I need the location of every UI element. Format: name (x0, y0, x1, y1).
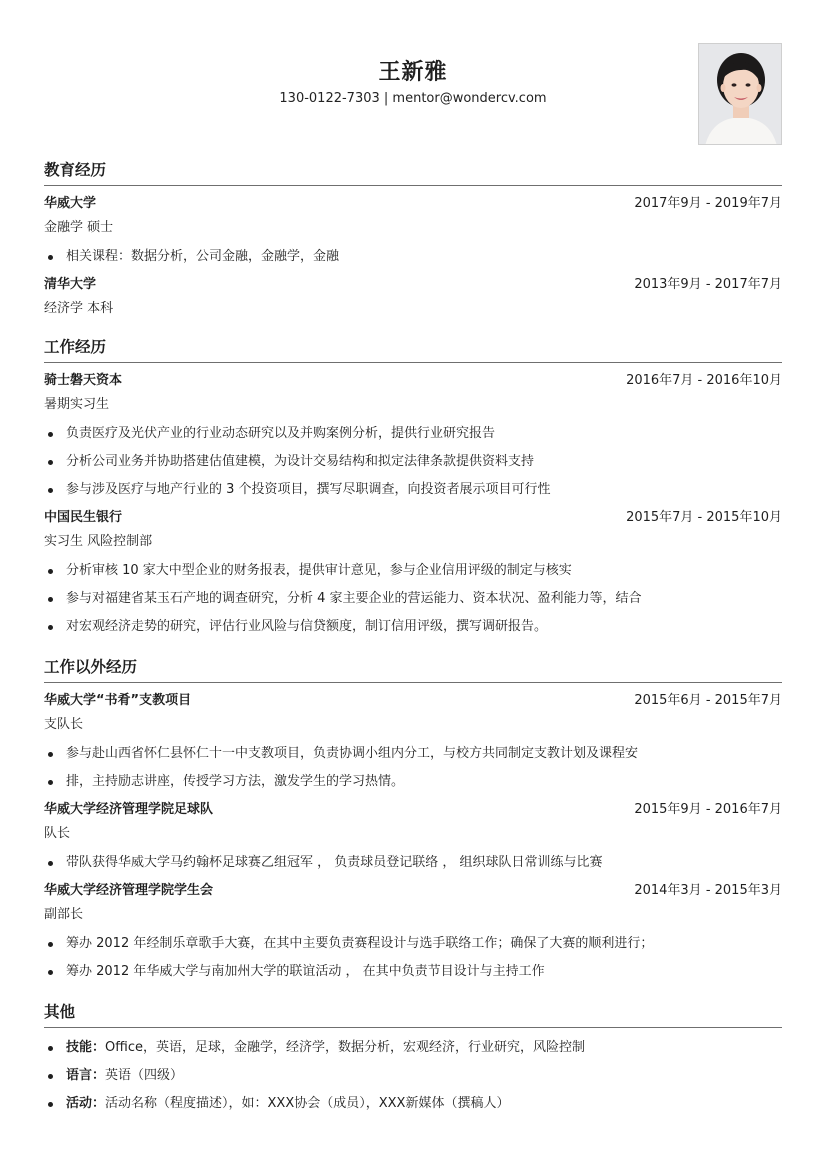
bullet-text: 筹办 2012 年华威大学与南加州大学的联谊活动 ， 在其中负责节目设计与主持工作 (66, 964, 545, 979)
list-item (44, 930, 782, 958)
list-item (44, 420, 782, 448)
extracurricular-section (44, 655, 782, 986)
school-name: 清华大学 (44, 277, 97, 292)
activity-entry (44, 879, 782, 986)
candidate-name: 王新雅 (378, 60, 448, 85)
list-item (44, 476, 782, 504)
list-item (44, 1090, 782, 1118)
list-item (44, 1062, 782, 1090)
work-entry (44, 506, 782, 641)
bullet-text: 参与对福建省某玉石产地的调查研究，分析 4 家主要企业的营运能力、资本状况、盈利能力等，结合 (66, 591, 642, 606)
list-item (44, 585, 782, 613)
bullet-icon (48, 255, 53, 260)
contact-info: 130-0122-7303 | mentor@wondercv.com (279, 91, 547, 106)
date-range: 2014年3月 - 2015年3月 (634, 883, 782, 898)
section-title-other: 其他 (44, 1000, 782, 1028)
date-range: 2017年9月 - 2019年7月 (634, 196, 782, 211)
date-range: 2016年7月 - 2016年10月 (626, 373, 782, 388)
degree: 经济学 本科 (44, 301, 114, 316)
activity-role: 队长 (44, 826, 71, 841)
bullet-text: 参与赴山西省怀仁县怀仁十一中支教项目，负责协调小组内分工，与校方共同制定支教计划及课程安 (66, 746, 639, 761)
list-item (44, 740, 782, 768)
work-section (44, 335, 782, 641)
bullet-text: 负责医疗及光伏产业的行业动态研究以及并购案例分析，提供行业研究报告 (66, 426, 496, 441)
bullet-icon (48, 780, 53, 785)
list-item (44, 448, 782, 476)
activity-entry (44, 798, 782, 877)
job-role: 暑期实习生 (44, 397, 110, 412)
bullet-text: 分析审核 10 家大中型企业的财务报表，提供审计意见，参与企业信用评级的制定与核实 (66, 563, 572, 578)
bullet-text: 参与涉及医疗与地产行业的 3 个投资项目，撰写尽职调查，向投资者展示项目可行性 (66, 482, 551, 497)
bullet-icon (48, 752, 53, 757)
education-entry (44, 273, 782, 321)
work-entry (44, 369, 782, 504)
bullet-text: 分析公司业务并协助搭建估值建模，为设计交易结构和拟定法律条款提供资料支持 (66, 454, 535, 469)
education-entry (44, 192, 782, 271)
list-item (44, 849, 782, 877)
list-item (44, 243, 782, 271)
date-range: 2015年6月 - 2015年7月 (634, 693, 782, 708)
bullet-icon (48, 1046, 53, 1051)
language-label: 语言： (66, 1068, 106, 1083)
activity-name: 华威大学“书肴”支教项目 (44, 693, 192, 708)
resume-header (44, 0, 782, 150)
bullet-icon (48, 1102, 53, 1107)
bullet-icon (48, 1074, 53, 1079)
activity-entry (44, 689, 782, 796)
job-role: 实习生 风险控制部 (44, 534, 153, 549)
bullet-icon (48, 861, 53, 866)
activity-name: 华威大学经济管理学院足球队 (44, 802, 214, 817)
bullet-icon (48, 625, 53, 630)
bullet-icon (48, 460, 53, 465)
bullet-icon (48, 569, 53, 574)
bullet-text: 对宏观经济走势的研究，评估行业风险与信贷额度，制订信用评级，撰写调研报告。 (66, 619, 548, 634)
list-item (44, 613, 782, 641)
activities-label: 活动： (66, 1096, 106, 1111)
section-title-work: 工作经历 (44, 335, 782, 363)
bullet-icon (48, 970, 53, 975)
education-section (44, 158, 782, 321)
company-name: 骑士磐天资本 (44, 373, 123, 388)
bullet-text: 带队获得华威大学马约翰杯足球赛乙组冠军 ， 负责球员登记联络 ， 组织球队日常训练与比赛 (66, 855, 603, 870)
degree: 金融学 硕士 (44, 220, 114, 235)
activity-role: 副部长 (44, 907, 84, 922)
list-item (44, 958, 782, 986)
bullet-icon (48, 432, 53, 437)
portrait-image (699, 44, 782, 145)
list-item (44, 557, 782, 585)
date-range: 2015年9月 - 2016年7月 (634, 802, 782, 817)
bullet-icon (48, 942, 53, 947)
bullet-text: 筹办 2012 年经制乐章歌手大赛，在其中主要负责赛程设计与选手联络工作；确保了大赛的顺利进行； (66, 936, 654, 951)
bullet-text: 相关课程：数据分析，公司金融，金融学，金融 (66, 249, 340, 264)
list-item (44, 1034, 782, 1062)
bullet-text: 排，主持励志讲座，传授学习方法，激发学生的学习热情。 (66, 774, 405, 789)
bullet-icon (48, 488, 53, 493)
skills-label: 技能： (66, 1040, 106, 1055)
list-item (44, 768, 782, 796)
school-name: 华威大学 (44, 196, 97, 211)
activity-name: 华威大学经济管理学院学生会 (44, 883, 214, 898)
date-range: 2013年9月 - 2017年7月 (634, 277, 782, 292)
section-title-education: 教育经历 (44, 158, 782, 186)
profile-photo (698, 43, 782, 145)
activity-role: 支队长 (44, 717, 84, 732)
activities-value: 活动名称（程度描述），如：XXX协会（成员），XXX新媒体（撰稿人） (105, 1096, 510, 1111)
company-name: 中国民生银行 (44, 510, 123, 525)
language-value: 英语（四级） (105, 1068, 184, 1083)
date-range: 2015年7月 - 2015年10月 (626, 510, 782, 525)
skills-value: Office，英语，足球，金融学，经济学，数据分析，宏观经济，行业研究，风险控制 (105, 1040, 585, 1055)
bullet-icon (48, 597, 53, 602)
section-title-extracurricular: 工作以外经历 (44, 655, 782, 683)
other-section (44, 1000, 782, 1118)
